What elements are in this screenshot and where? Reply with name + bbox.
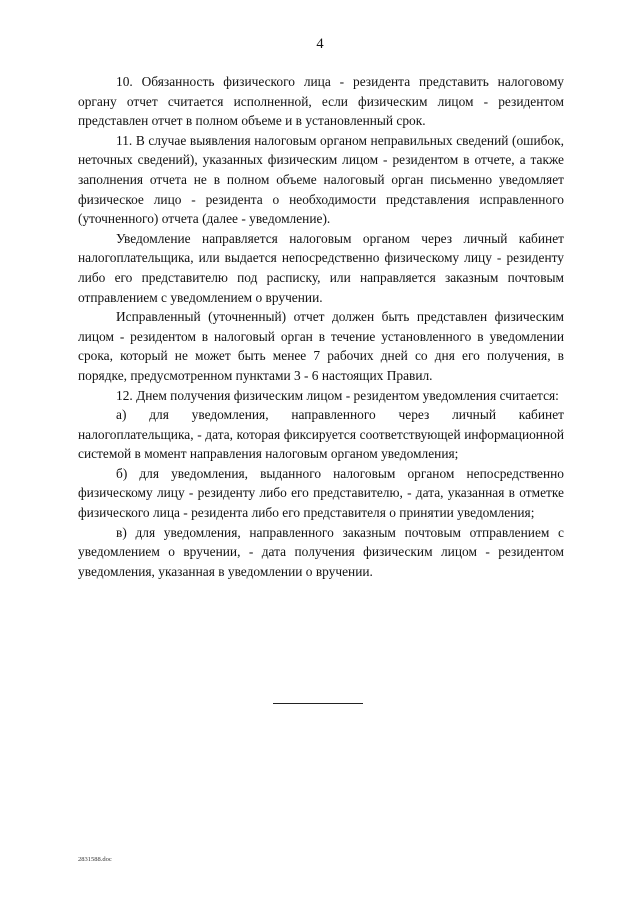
subitem-v: в) для уведомления, направленного заказным почтовым отправлением с уведомлением о вручении, - дата получения физическим лицом - резидентом уведомления, указанная в уведомлении о вручении.	[78, 524, 564, 579]
paragraph-12: 12. Днем получения физическим лицом - резидентом уведомления считается:	[116, 387, 559, 403]
subitem-b: б) для уведомления, выданного налоговым органом непосредственно физическому лицу - резиденту либо его представителю, - дата, указанная в отметке физического лица - резидента либо его представителя о принятии уведомления;	[78, 465, 564, 521]
footer-file-code: 2831588.doc	[78, 856, 112, 863]
document-body	[78, 72, 564, 581]
page-number: 4	[316, 36, 324, 52]
subitem-a: а) для уведомления, направленного через личный кабинет налогоплательщика, - дата, которая фиксируется соответствующей информационной системой в момент направления налоговым органом уведомления;	[78, 407, 564, 462]
end-separator-line	[273, 703, 363, 704]
paragraph-11: 11. В случае выявления налоговым органом неправильных сведений (ошибок, неточных сведений), указанных физическим лицом - резидентом в отчете, а также заполнения отчета не в полном объеме налоговый орган письменно уведомляет физическое лицо - резидента о необходимости представления исправленного (уточненного) отчета (далее - уведомление).	[78, 132, 564, 227]
paragraph-notice-delivery: Уведомление направляется налоговым органом через личный кабинет налогоплательщика, или выдается непосредственно физическому лицу - резиденту либо его представителю под расписку, или направляется заказным почтовым отправлением с уведомлением о вручении.	[78, 230, 564, 305]
paragraph-corrected-report: Исправленный (уточненный) отчет должен быть представлен физическим лицом - резидентом в налоговый орган в течение установленного в уведомлении срока, который не может быть менее 7 рабочих дней со дня его получения, в порядке, предусмотренном пунктами 3 - 6 настоящих Правил.	[78, 309, 564, 383]
paragraph-10: 10. Обязанность физического лица - резидента представить налоговому органу отчет считается исполненной, если физическим лицом - резидентом представлен отчет в полном объеме и в установленный срок.	[78, 74, 564, 129]
